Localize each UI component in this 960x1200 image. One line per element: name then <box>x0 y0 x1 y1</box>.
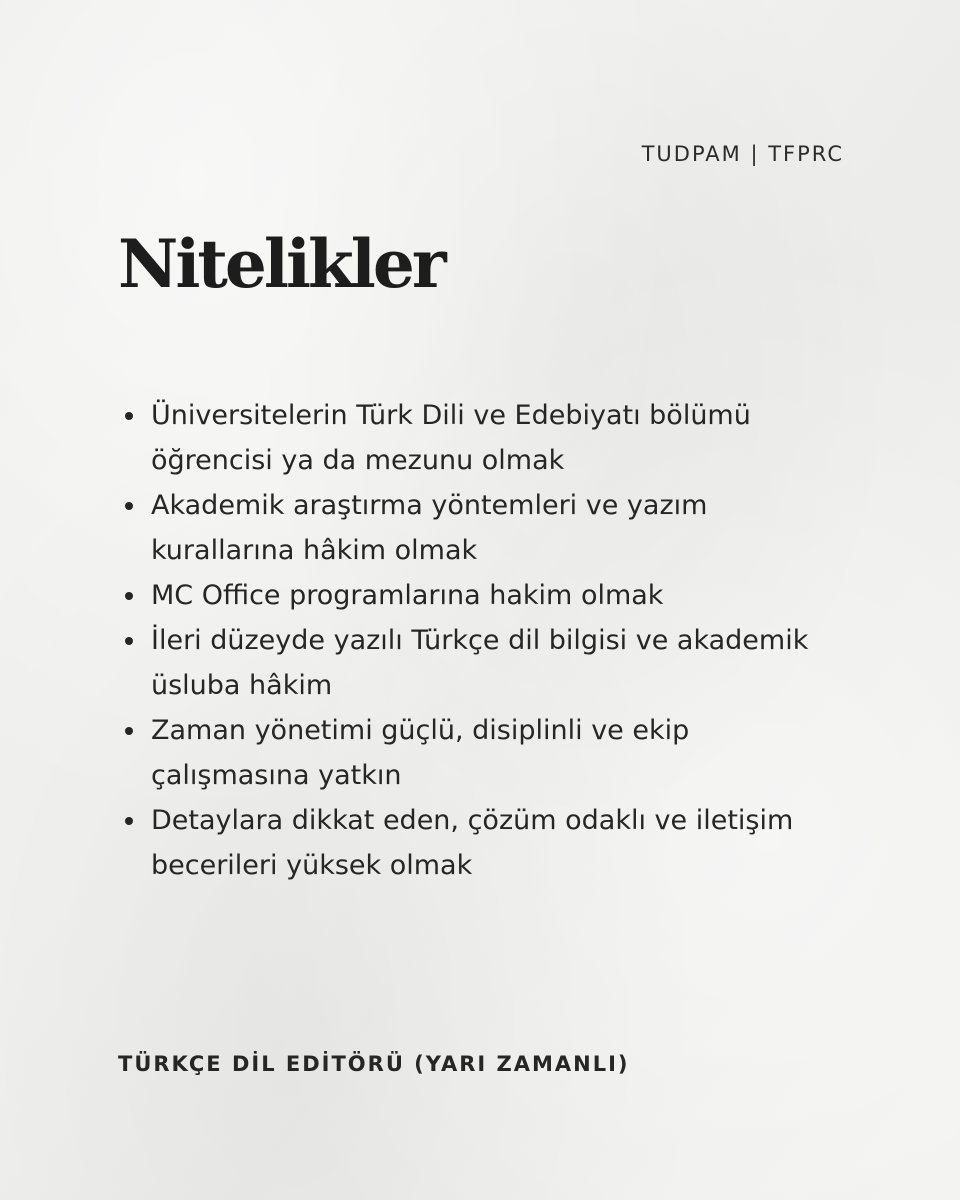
qualification-text: Akademik araştırma yöntemleri ve yazım kurallarına hâkim olmak <box>151 490 708 566</box>
bullet-icon <box>125 412 133 420</box>
qualification-text: MC Office programlarına hakim olmak <box>151 580 664 611</box>
position-title: TÜRKÇE DİL EDİTÖRÜ (YARI ZAMANLI) <box>118 1052 630 1076</box>
bullet-icon <box>125 502 133 510</box>
qualification-text: Detaylara dikkat eden, çözüm odaklı ve iletişim becerileri yüksek olmak <box>151 805 794 881</box>
bullet-icon <box>125 592 133 600</box>
bullet-icon <box>125 817 133 825</box>
list-item <box>118 393 818 483</box>
list-item <box>118 708 818 798</box>
list-item <box>118 573 818 618</box>
list-item <box>118 483 818 573</box>
bullet-icon <box>125 727 133 735</box>
list-item <box>118 798 818 888</box>
organization-tag: TUDPAM | TFPRC <box>641 142 844 166</box>
bullet-icon <box>125 637 133 645</box>
qualification-text: Üniversitelerin Türk Dili ve Edebiyatı bölümü öğrencisi ya da mezunu olmak <box>151 400 751 476</box>
qualifications-list <box>118 393 818 888</box>
page-title: Nitelikler <box>118 225 444 303</box>
qualification-text: İleri düzeyde yazılı Türkçe dil bilgisi ve akademik üsluba hâkim <box>151 625 809 701</box>
qualification-text: Zaman yönetimi güçlü, disiplinli ve ekip çalışmasına yatkın <box>151 715 690 791</box>
list-item <box>118 618 818 708</box>
